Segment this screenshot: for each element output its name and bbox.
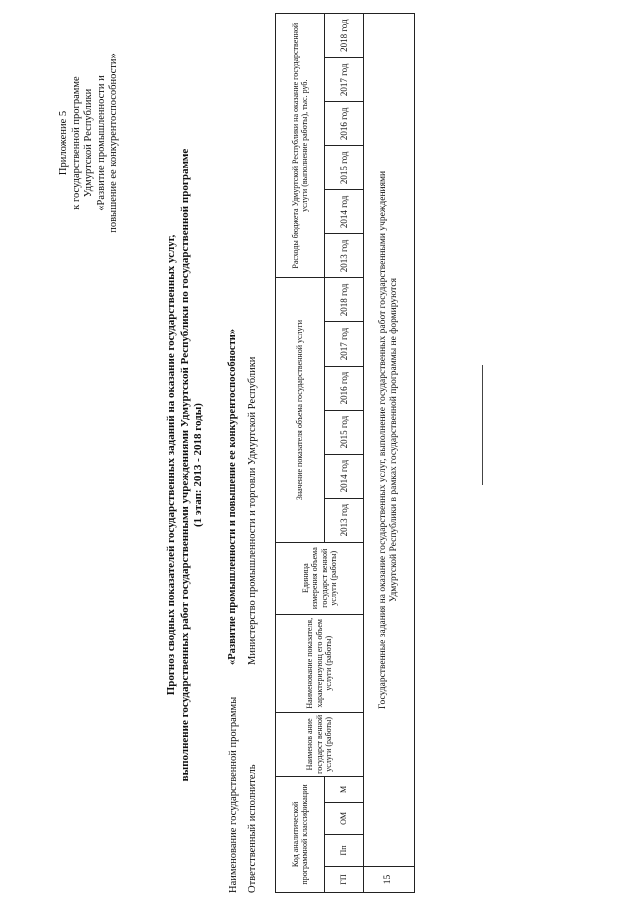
service-name-header: Наименов ание государст венной услуги (работы) xyxy=(276,712,364,776)
program-name-label: Наименование государственной программы xyxy=(228,696,239,893)
executor-label: Ответственный исполнитель xyxy=(247,764,258,893)
expense-year-2015: 2015 год xyxy=(325,146,364,190)
row-note xyxy=(364,14,415,867)
expense-year-2016: 2016 год xyxy=(325,102,364,146)
unit-header: Единица измерения объема государст венной услуги (работы) xyxy=(276,542,364,614)
appendix-block xyxy=(58,43,121,243)
code-col-om: ОМ xyxy=(325,802,364,834)
row-gp-code: 15 xyxy=(364,866,415,892)
indicator-name-header: Наименование показателя, характеризующ его объем услуги (работы) xyxy=(276,614,364,712)
expense-year-2014: 2014 год xyxy=(325,190,364,234)
expense-year-2017: 2017 год xyxy=(325,58,364,102)
document-title xyxy=(165,135,206,795)
row-note-line: Удмуртской Республики в рамках государственной программы не формируются xyxy=(389,278,399,602)
title-line: (1 этап: 2013 - 2018 годы) xyxy=(192,403,204,527)
title-line: Прогноз сводных показателей государственных заданий на оказание государственных услуг, xyxy=(165,234,177,696)
volume-year-2015: 2015 год xyxy=(325,410,364,454)
table-row xyxy=(364,14,415,893)
volume-header: Значение показателя объема государственной услуги xyxy=(276,278,325,542)
appendix-line: Удмуртской Республики xyxy=(83,88,95,198)
appendix-line: к государственной программе xyxy=(70,76,82,210)
expense-year-2018: 2018 год xyxy=(325,14,364,58)
expense-header: Расходы бюджета Удмуртской Республики на оказание государственной услуги (выполнение работы), тыс. руб. xyxy=(276,14,325,278)
row-note-line: Государственные задания на оказание государственных услуг, выполнение государственных работ государственными учреждениями xyxy=(377,170,388,710)
volume-year-2014: 2014 год xyxy=(325,454,364,498)
code-col-m: М xyxy=(325,776,364,802)
volume-year-2013: 2013 год xyxy=(325,498,364,542)
program-name-value: «Развитие промышленности и повышение ее конкурентоспособности» xyxy=(227,328,238,665)
code-col-pp: Пп xyxy=(325,834,364,866)
code-header: Код аналитической программной классификации xyxy=(276,776,325,892)
code-col-gp: ГП xyxy=(325,866,364,892)
forecast-table xyxy=(275,13,415,893)
expense-year-2013: 2013 год xyxy=(325,234,364,278)
executor-value: Министерство промышленности и торговли Удмуртской Республики xyxy=(247,356,258,665)
signature-line xyxy=(482,365,483,485)
volume-year-2018: 2018 год xyxy=(325,278,364,322)
title-line: выполнение государственных работ государственными учреждениями Удмуртской Республики по государственной программе xyxy=(178,148,191,782)
appendix-line: повышение ее конкурентоспособности» xyxy=(108,53,120,233)
volume-year-2017: 2017 год xyxy=(325,322,364,366)
volume-year-2016: 2016 год xyxy=(325,366,364,410)
appendix-line: Приложение 5 xyxy=(58,110,69,176)
appendix-line: «Развитие промышленности и xyxy=(95,75,107,211)
